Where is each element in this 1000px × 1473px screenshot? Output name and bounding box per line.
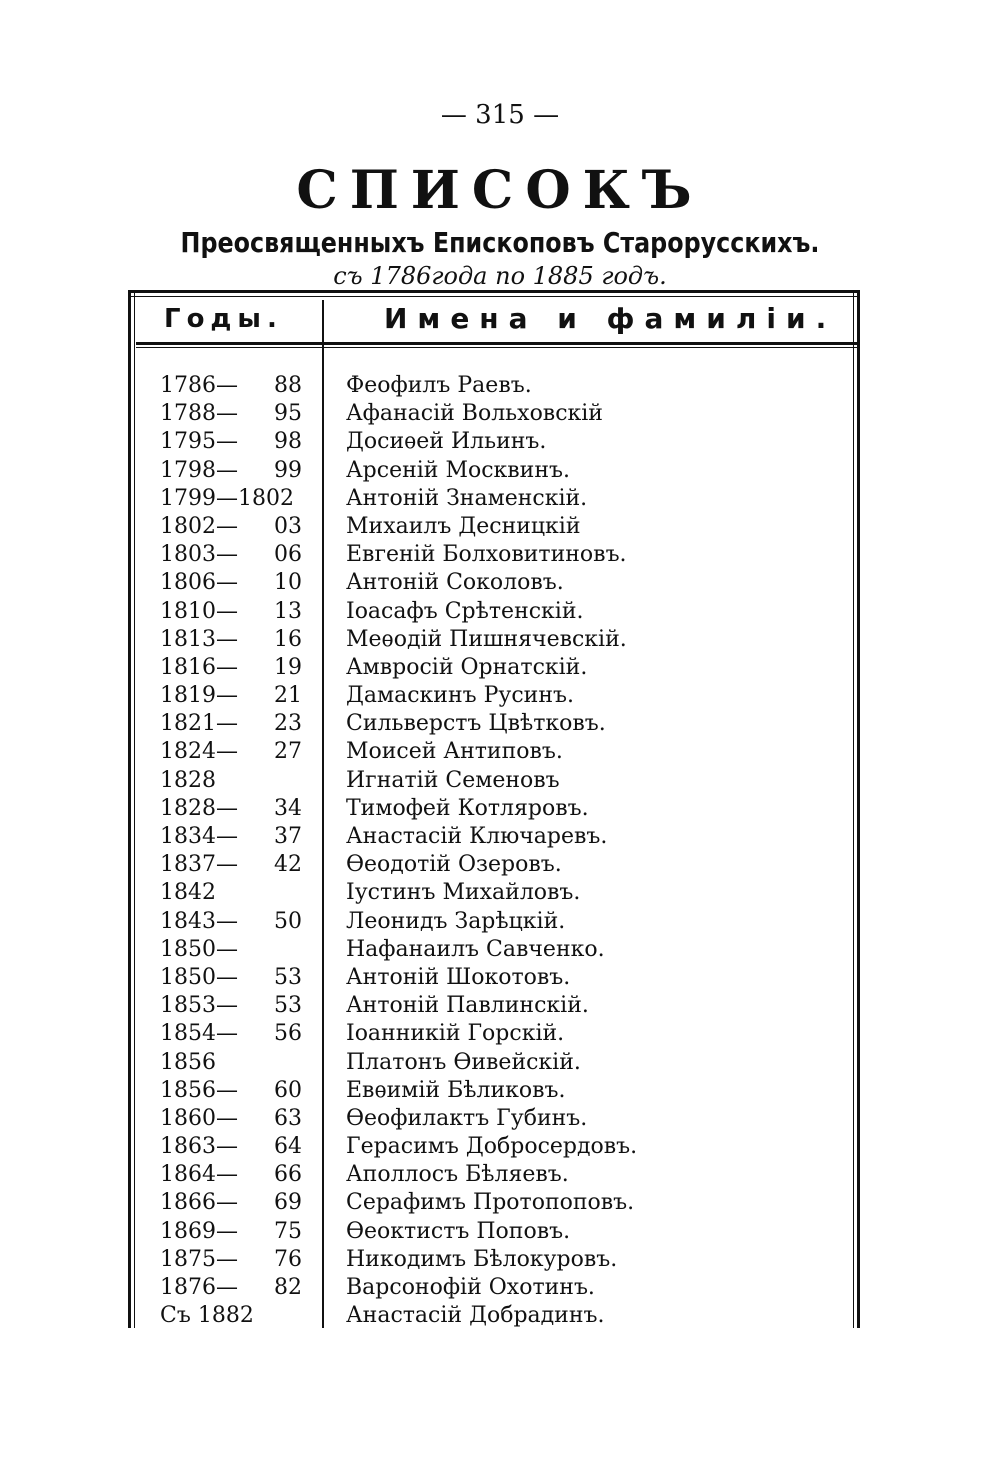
bishop-name: Леонидъ Зарѣцкій.: [346, 908, 566, 934]
bishop-name: Моисей Антиповъ.: [346, 739, 563, 765]
year-start: 1816—: [160, 654, 238, 680]
table-row: [128, 1133, 860, 1161]
table-row: [128, 1218, 860, 1246]
year-range: 1850—: [160, 936, 238, 962]
table-body: [128, 372, 860, 1330]
table-row: [128, 682, 860, 710]
header-rule-thin: [136, 347, 860, 348]
year-end: 50: [274, 908, 302, 934]
bishop-name: Іоанникій Горскій.: [346, 1021, 565, 1047]
year-end: 19: [274, 654, 302, 680]
table-row: [128, 1302, 860, 1330]
year-start: 1795—: [160, 429, 238, 455]
year-range: 1828: [160, 767, 216, 793]
year-start: 1819—: [160, 683, 238, 709]
year-start: 1806—: [160, 570, 238, 596]
table-row: [128, 598, 860, 626]
bishop-name: Нафанаилъ Савченко.: [346, 936, 605, 962]
year-end: 95: [274, 401, 302, 427]
header-years: Годы.: [164, 304, 283, 334]
table-row: [128, 767, 860, 795]
table-row: [128, 992, 860, 1020]
year-end: 76: [274, 1246, 302, 1272]
year-end: 10: [274, 570, 302, 596]
bishop-name: Варсонофій Охотинъ.: [346, 1275, 595, 1300]
bishop-name: Антоній Павлинскій.: [346, 993, 589, 1019]
year-start: 1875—: [160, 1246, 238, 1272]
year-start: 1853—: [160, 993, 238, 1019]
year-start: 1810—: [160, 598, 238, 624]
year-end: 42: [274, 852, 302, 878]
year-end: 66: [274, 1162, 302, 1188]
year-end: 27: [274, 739, 302, 765]
table-row: [128, 879, 860, 907]
year-range: 1799—1802: [160, 485, 294, 511]
year-start: 1824—: [160, 739, 238, 765]
year-start: 1854—: [160, 1021, 238, 1047]
year-end: 53: [274, 993, 302, 1019]
header-names: Имена и фамиліи.: [384, 302, 837, 335]
table-row: [128, 936, 860, 964]
year-end: 98: [274, 429, 302, 455]
subtitle: Преосвященныхъ Епископовъ Старорусскихъ.: [180, 226, 820, 259]
year-start: 1863—: [160, 1134, 238, 1160]
table-row: [128, 1077, 860, 1105]
year-start: 1786—: [160, 373, 238, 398]
year-start: 1821—: [160, 711, 238, 737]
bishop-name: Меѳодій Пишнячевскій.: [346, 626, 627, 652]
bishop-name: Платонъ Ѳивейскій.: [346, 1049, 581, 1075]
page-title: СПИСОКЪ: [296, 160, 704, 221]
bishop-name: Амвросій Орнатскій.: [346, 654, 588, 680]
year-start: 1869—: [160, 1218, 238, 1244]
year-end: 75: [274, 1218, 302, 1244]
bishop-name: Серафимъ Протопоповъ.: [346, 1190, 635, 1216]
table-row: [128, 1049, 860, 1077]
year-end: 63: [274, 1105, 302, 1131]
bishop-name: Арсеній Москвинъ.: [346, 457, 570, 483]
year-start: 1813—: [160, 626, 238, 652]
year-start: 1798—: [160, 457, 238, 483]
table-row: [128, 569, 860, 597]
year-end: 23: [274, 711, 302, 737]
year-end: 56: [274, 1021, 302, 1047]
date-range: съ 1786года по 1885 годъ.: [333, 262, 667, 290]
year-start: 1837—: [160, 852, 238, 878]
bishop-name: Іустинъ Михайловъ.: [346, 880, 581, 906]
bishop-name: Іоасафъ Срѣтенскій.: [346, 598, 584, 624]
table-row: [128, 1020, 860, 1048]
year-start: 1860—: [160, 1105, 238, 1131]
year-range: Съ 1882: [160, 1303, 254, 1329]
year-start: 1843—: [160, 908, 238, 934]
bishop-name: Евгеній Болховитиновъ.: [346, 542, 627, 568]
bishop-name: Антоній Знаменскій.: [346, 485, 588, 511]
year-start: 1802—: [160, 513, 238, 539]
bishop-name: Никодимъ Бѣлокуровъ.: [346, 1246, 618, 1272]
table-row: [128, 372, 860, 400]
year-start: 1876—: [160, 1275, 238, 1300]
year-end: 06: [274, 542, 302, 568]
bishop-name: Антоній Соколовъ.: [346, 570, 564, 596]
bishop-name: Михаилъ Десницкій: [346, 513, 581, 539]
year-end: 82: [274, 1275, 302, 1300]
table-row: [128, 795, 860, 823]
table-row: [128, 541, 860, 569]
table-row: [128, 908, 860, 936]
bishop-name: Афанасій Вольховскій: [346, 401, 603, 427]
year-end: 34: [274, 795, 302, 821]
table-row: [128, 964, 860, 992]
year-start: 1803—: [160, 542, 238, 568]
table-row: [128, 1105, 860, 1133]
table-row: [128, 1189, 860, 1217]
bishop-name: Аполлосъ Бѣляевъ.: [346, 1162, 569, 1188]
bishop-name: Анастасій Ключаревъ.: [346, 824, 608, 849]
year-end: 03: [274, 513, 302, 539]
bishop-name: Дамаскинъ Русинъ.: [346, 683, 575, 709]
year-end: 99: [274, 457, 302, 483]
bishops-table: [128, 290, 860, 1328]
bishop-name: Тимофей Котляровъ.: [346, 795, 589, 821]
year-end: 21: [274, 683, 302, 709]
table-row: [128, 823, 860, 851]
bishop-name: Феофилъ Раевъ.: [346, 373, 532, 398]
table-row: [128, 1246, 860, 1274]
year-end: 60: [274, 1077, 302, 1103]
year-start: 1856—: [160, 1077, 238, 1103]
table-top-rule-thin: [128, 296, 860, 297]
table-row: [128, 428, 860, 456]
year-start: 1828—: [160, 795, 238, 821]
year-start: 1788—: [160, 401, 238, 427]
year-end: 16: [274, 626, 302, 652]
table-row: [128, 738, 860, 766]
year-end: 88: [274, 373, 302, 398]
year-end: 69: [274, 1190, 302, 1216]
bishop-name: Сильверстъ Цвѣтковъ.: [346, 711, 606, 737]
page-number: — 315 —: [440, 100, 560, 130]
table-row: [128, 1161, 860, 1189]
bishop-name: Ѳеодотій Озеровъ.: [346, 852, 562, 878]
bishop-name: Герасимъ Добросердовъ.: [346, 1134, 638, 1160]
bishop-name: Игнатій Семеновъ: [346, 767, 560, 793]
bishop-name: Анастасій Добрадинъ.: [346, 1303, 605, 1329]
table-row: [128, 654, 860, 682]
table-top-rule: [128, 290, 860, 293]
table-row: [128, 851, 860, 879]
bishop-name: Антоній Шокотовъ.: [346, 964, 571, 990]
table-row: [128, 710, 860, 738]
table-row: [128, 485, 860, 513]
table-row: [128, 400, 860, 428]
year-end: 13: [274, 598, 302, 624]
header-rule: [136, 342, 860, 345]
bishop-name: Ѳеоктистъ Поповъ.: [346, 1218, 571, 1244]
year-end: 37: [274, 824, 302, 849]
year-start: 1850—: [160, 964, 238, 990]
bishop-name: Евѳимій Бѣликовъ.: [346, 1077, 566, 1103]
year-range: 1842: [160, 880, 216, 906]
table-row: [128, 513, 860, 541]
year-start: 1834—: [160, 824, 238, 849]
bishop-name: Ѳеофилактъ Губинъ.: [346, 1105, 588, 1131]
year-start: 1864—: [160, 1162, 238, 1188]
table-row: [128, 1274, 860, 1302]
table-row: [128, 626, 860, 654]
bishop-name: Досиѳей Ильинъ.: [346, 429, 547, 455]
year-end: 53: [274, 964, 302, 990]
table-row: [128, 457, 860, 485]
year-end: 64: [274, 1134, 302, 1160]
year-start: 1866—: [160, 1190, 238, 1216]
year-range: 1856: [160, 1049, 216, 1075]
